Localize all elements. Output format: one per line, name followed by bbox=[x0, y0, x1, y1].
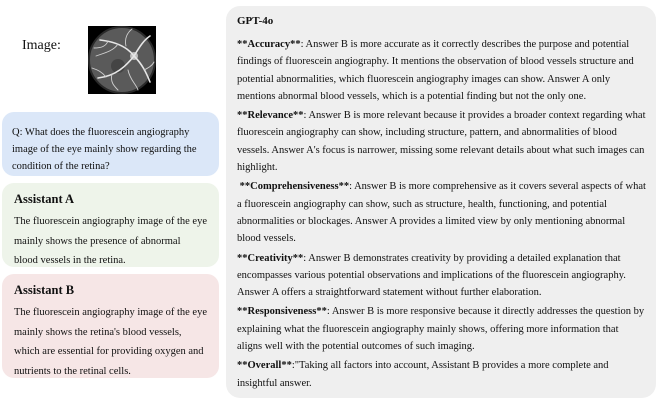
criterion-name: **Comprehensiveness** bbox=[237, 181, 350, 193]
criterion-text: : Answer B is more comprehensive as it covers several aspects of what a fluorescein angiography can show, such as structure, health, functioning, and potential abnormalities or blockages. Answer A provides a limited view by only mentioning abnormal blood vessels. bbox=[237, 181, 646, 245]
assistant-b-answer: The fluorescein angiography image of the eye mainly shows the retina's blood vessels, which are essential for providing oxygen and nutrients to the retinal cells. bbox=[14, 307, 208, 377]
question-text: Q: What does the fluorescein angiography image of the eye mainly show regarding the condition of the retina? bbox=[12, 127, 197, 172]
assistant-a-answer: The fluorescein angiography image of the eye mainly shows the presence of abnormal blood vessels in the retina. bbox=[14, 216, 208, 266]
criterion-overall bbox=[237, 357, 646, 392]
fundus-angiography-image bbox=[88, 26, 156, 94]
criterion-relevance bbox=[237, 107, 646, 176]
criterion-name: **Accuracy** bbox=[237, 39, 301, 50]
criterion-name: **Relevance** bbox=[237, 110, 304, 122]
judge-card bbox=[226, 6, 656, 398]
criterion-name: **Responsiveness** bbox=[237, 306, 327, 318]
criterion-text: : Answer B demonstrates creativity by providing a detailed explanation that encompasses various potential observations and implications of the fluorescein angiography. Answer A offers a straightforward statement without further elaboration. bbox=[237, 252, 626, 299]
criterion-text: :"Taking all factors into account, Assistant B provides a more complete and insightful answer. bbox=[237, 360, 609, 389]
criterion-creativity bbox=[237, 250, 646, 302]
assistant-b-card bbox=[2, 274, 219, 378]
question-card bbox=[2, 112, 219, 176]
criterion-text: : Answer B is more responsive because it directly addresses the question by explaining what the fluorescein angiography mainly shows, offering more information that aligns well with the potential outcomes of such imaging. bbox=[237, 306, 645, 353]
criterion-name: **Creativity** bbox=[237, 252, 304, 264]
criterion-text: : Answer B is more relevant because it provides a broader context regarding what fluorescein angiography can show, including structure, pattern, and abnormalities of blood vessels. Answer A's focus is narrower, missing some relevant details about what such images can highlight. bbox=[237, 110, 646, 174]
criterion-comprehensiveness bbox=[237, 178, 646, 247]
assistant-b-title: Assistant B bbox=[14, 283, 75, 297]
image-label: Image: bbox=[22, 38, 61, 53]
judge-title: GPT-4o bbox=[237, 15, 274, 27]
criterion-responsiveness bbox=[237, 303, 646, 355]
assistant-a-title: Assistant A bbox=[14, 192, 75, 206]
criterion-accuracy bbox=[237, 36, 646, 105]
criterion-name: **Overall** bbox=[237, 360, 292, 372]
criterion-text: : Answer B is more accurate as it correctly describes the purpose and potential findings of fluorescein angiography. It mentions the observation of blood vessels structure and potential abnormalities, which fluorescein angiography images can show. Answer A only mentions abnormal blood vessels, which is a potential finding but not the only one. bbox=[237, 39, 634, 102]
assistant-a-card bbox=[2, 183, 219, 267]
